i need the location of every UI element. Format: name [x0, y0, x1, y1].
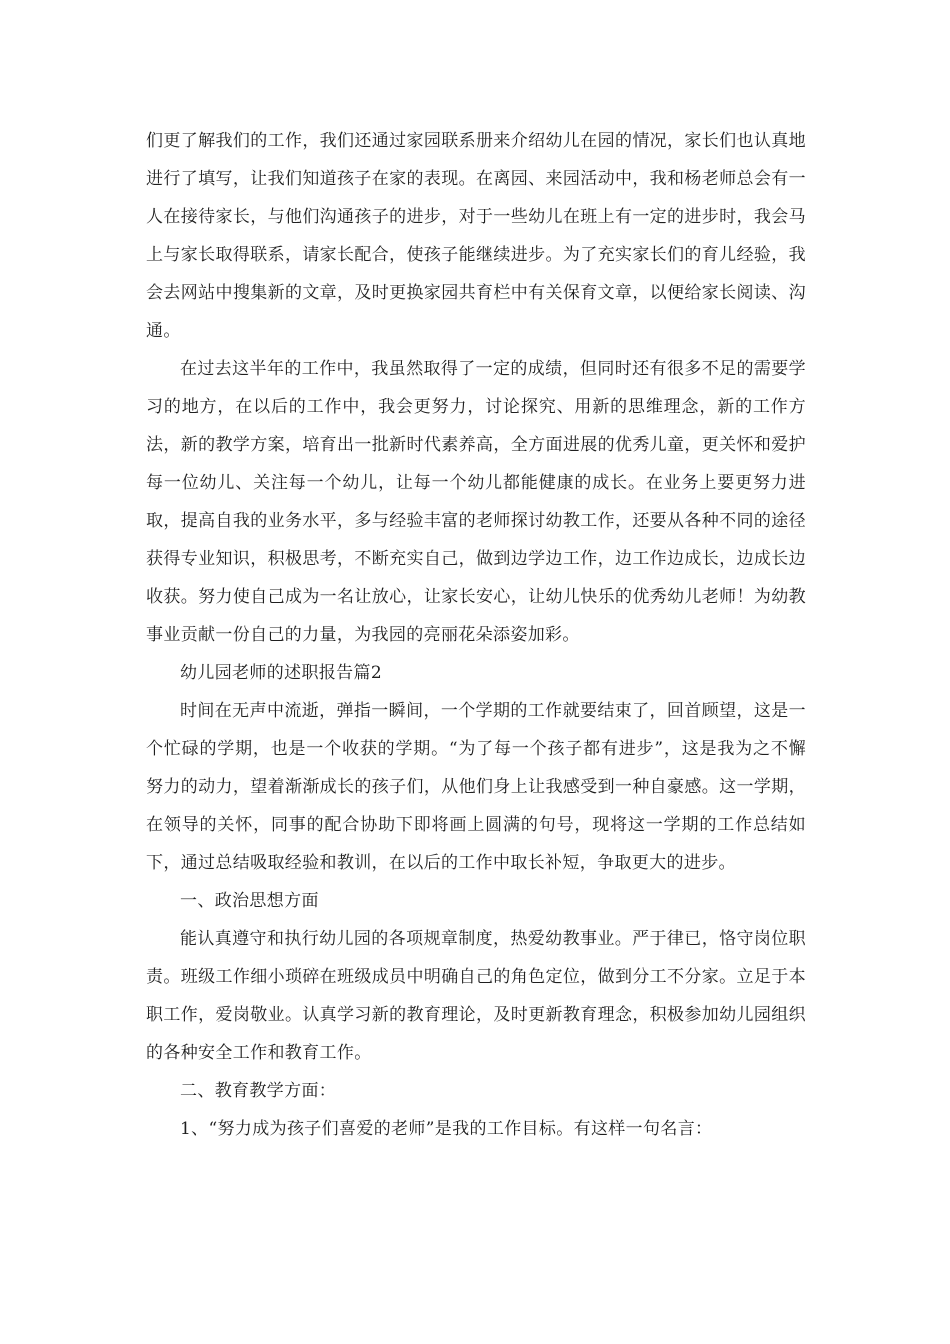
paragraph-semester-summary: 时间在无声中流逝，弹指一瞬间，一个学期的工作就要结束了，回首顾望，这是一个忙碌的学期，也是一个收获的学期。“为了每一个孩子都有进步”，这是我为之不懈努力的动力，望着渐渐成长的孩子们，从他们身上让我感受到一种自豪感。这一学期，在领导的关怀，同事的配合协助下即将画上圆满的句号，现将这一学期的工作总结如下，通过总结吸取经验和教训，在以后的工作中取长补短，争取更大的进步。: [146, 701, 806, 873]
section-heading-political-thought: 一、政治思想方面: [180, 891, 319, 911]
section-heading-education-teaching: 二、教育教学方面：: [180, 1081, 337, 1101]
document-body: [146, 122, 806, 1148]
paragraph-rules-compliance: 能认真遵守和执行幼儿园的各项规章制度，热爱幼教事业。严于律已，恪守岗位职责。班级工作细小琐碎在班级成员中明确自己的角色定位，做到分工不分家。立足于本职工作，爱岗敬业。认真学习新的教育理论，及时更新教育理念，积极参加幼儿园组织的各种安全工作和教育工作。: [146, 929, 806, 1063]
paragraph-work-goal: 1、“努力成为孩子们喜爱的老师”是我的工作目标。有这样一句名言：: [180, 1119, 713, 1139]
section-heading-report-2: 幼儿园老师的述职报告篇2: [180, 663, 383, 683]
paragraph-parent-communication: 们更了解我们的工作，我们还通过家园联系册来介绍幼儿在园的情况，家长们也认真地进行了填写，让我们知道孩子在家的表现。在离园、来园活动中，我和杨老师总会有一人在接待家长，与他们沟通孩子的进步，对于一些幼儿在班上有一定的进步时，我会马上与家长取得联系，请家长配合，使孩子能继续进步。为了充实家长们的育儿经验，我会去网站中搜集新的文章，及时更换家园共育栏中有关保育文章，以便给家长阅读、沟通。: [146, 131, 806, 341]
paragraph-half-year-reflection: 在过去这半年的工作中，我虽然取得了一定的成绩，但同时还有很多不足的需要学习的地方，在以后的工作中，我会更努力，讨论探究、用新的思维理念，新的工作方法，新的教学方案，培育出一批新时代素养高，全方面进展的优秀儿童，更关怀和爱护每一位幼儿、关注每一个幼儿，让每一个幼儿都能健康的成长。在业务上要更努力进取，提高自我的业务水平，多与经验丰富的老师探讨幼教工作，还要从各种不同的途径获得专业知识，积极思考，不断充实自己，做到边学边工作，边工作边成长，边成长边收获。努力使自己成为一名让放心，让家长安心，让幼儿快乐的优秀幼儿老师！为幼教事业贡献一份自己的力量，为我园的亮丽花朵添姿加彩。: [146, 359, 806, 645]
